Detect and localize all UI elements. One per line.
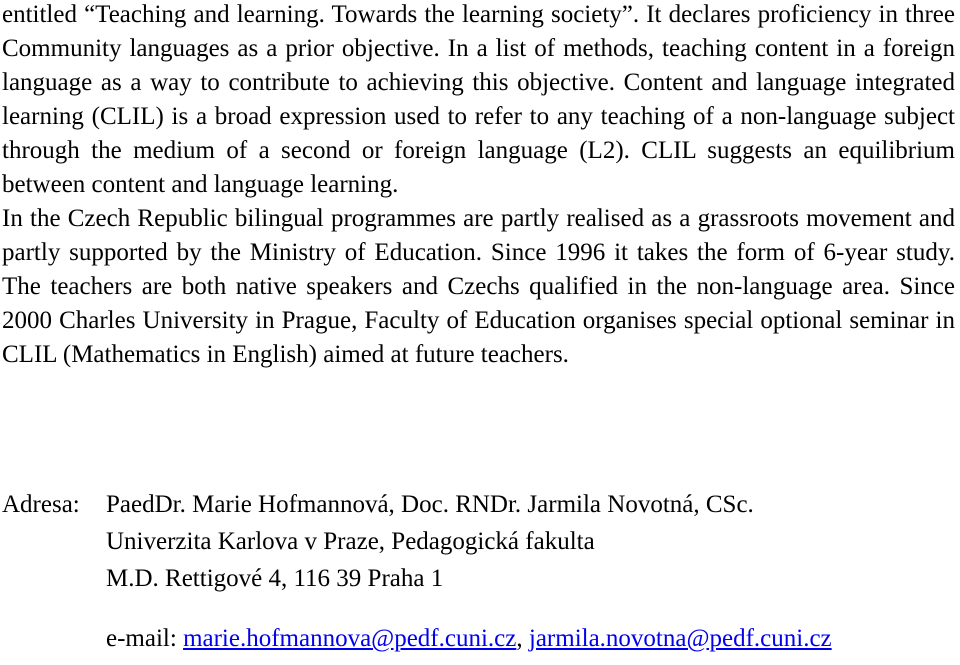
body-text bbox=[2, 0, 955, 372]
paragraph-czech-republic: In the Czech Republic bilingual programmes are partly realised as a grassroots movement and partly supported by the Ministry of Education. Since 1996 it takes the form of 6-year study. The teachers are both native speakers and Czechs qualified in the non-language area. Since 2000 Charles University in Prague, Faculty of Education organises special optional seminar in CLIL (Mathematics in English) aimed at future teachers. bbox=[2, 205, 955, 368]
address-street: M.D. Rettigové 4, 116 39 Praha 1 bbox=[106, 565, 444, 592]
address-authors: PaedDr. Marie Hofmannová, Doc. RNDr. Jarmila Novotná, CSc. bbox=[106, 491, 754, 518]
email-row bbox=[106, 622, 832, 656]
email-link-novotna[interactable]: jarmila.novotna@pedf.cuni.cz bbox=[528, 625, 832, 652]
email-label: e-mail: bbox=[106, 625, 177, 652]
address-label: Adresa: bbox=[2, 491, 80, 518]
paragraph-clil-intro: entitled “Teaching and learning. Towards the learning society”. It declares proficiency in three Community languages as a prior objective. In a list of methods, teaching content in a foreign language as a way to contribute to achieving this objective. Content and language integrated learning (CLIL) is a broad expression used to refer to any teaching of a non-language subject through the medium of a second or foreign language (L2). CLIL suggests an equilibrium between content and language learning. bbox=[2, 1, 955, 198]
address-institution: Univerzita Karlova v Praze, Pedagogická fakulta bbox=[106, 528, 595, 555]
email-link-hofmannova[interactable]: marie.hofmannova@pedf.cuni.cz bbox=[183, 625, 517, 652]
email-separator: , bbox=[516, 625, 523, 652]
